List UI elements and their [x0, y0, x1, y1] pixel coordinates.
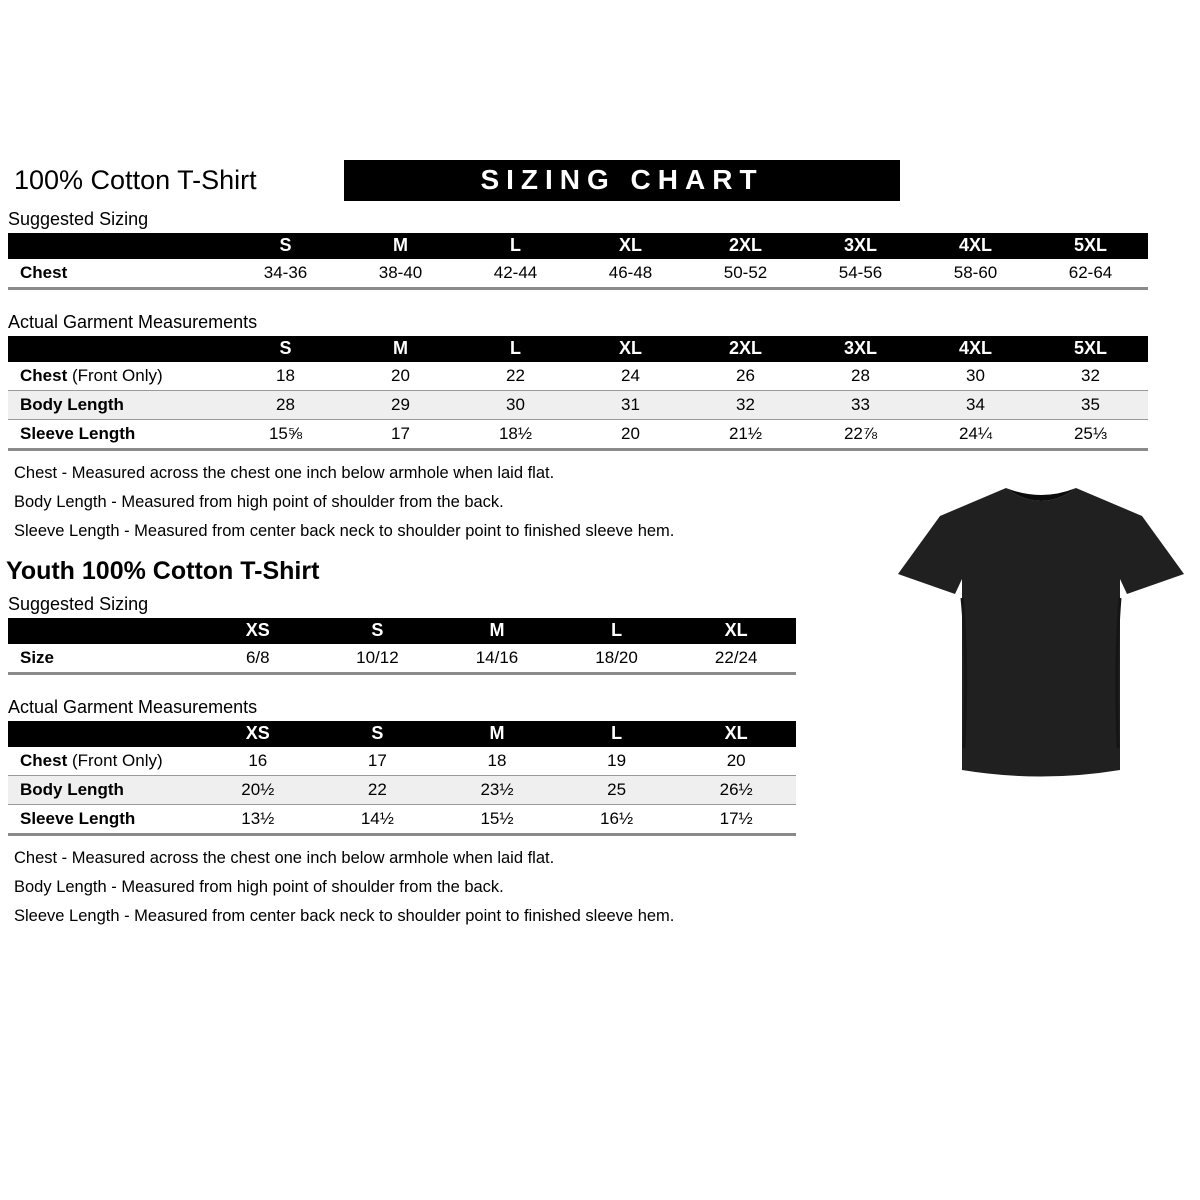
table-row — [8, 805, 796, 835]
row-label-text: Body Length — [20, 780, 124, 799]
measurement-cell: 26 — [688, 362, 803, 391]
measurement-cell: 18 — [228, 362, 343, 391]
measurement-cell: 20 — [676, 747, 796, 776]
column-header: 2XL — [688, 336, 803, 362]
measurement-cell: 14/16 — [437, 644, 557, 674]
sizing-chart-banner: SIZING CHART — [344, 160, 900, 201]
adult-title: 100% Cotton T-Shirt — [14, 165, 257, 195]
column-header: XS — [198, 618, 318, 644]
row-label — [8, 362, 228, 391]
table-row — [8, 420, 1148, 450]
column-header: S — [318, 721, 438, 747]
column-header-empty — [8, 618, 198, 644]
table-row — [8, 747, 796, 776]
measurement-cell: 16½ — [557, 805, 677, 835]
row-label — [8, 391, 228, 420]
column-header: XS — [198, 721, 318, 747]
measurement-cell: 23½ — [437, 776, 557, 805]
column-header: 2XL — [688, 233, 803, 259]
measurement-cell: 18½ — [458, 420, 573, 450]
measurement-cell: 22 — [318, 776, 438, 805]
column-header: M — [343, 336, 458, 362]
measurement-cell: 46-48 — [573, 259, 688, 289]
row-label — [8, 420, 228, 450]
header-row — [0, 0, 1200, 201]
measurement-cell: 54-56 — [803, 259, 918, 289]
column-header: XL — [573, 336, 688, 362]
column-header: XL — [573, 233, 688, 259]
header-row — [8, 336, 1148, 362]
measurement-cell: 15½ — [437, 805, 557, 835]
column-header-empty — [8, 336, 228, 362]
measurement-cell: 18/20 — [557, 644, 677, 674]
row-label-text: Size — [20, 648, 55, 667]
adult-actual-table — [8, 336, 1148, 451]
row-label — [8, 644, 198, 674]
note-line: Sleeve Length - Measured from center back neck to shoulder point to finished sleeve hem. — [14, 907, 675, 925]
row-label-text: Chest — [20, 751, 68, 770]
column-header: 4XL — [918, 336, 1033, 362]
header-row — [8, 721, 796, 747]
measurement-cell: 16 — [198, 747, 318, 776]
measurement-cell: 17½ — [676, 805, 796, 835]
measurement-cell: 38-40 — [343, 259, 458, 289]
measurement-cell: 20 — [343, 362, 458, 391]
measurement-cell: 58-60 — [918, 259, 1033, 289]
note-line: Chest - Measured across the chest one inch below armhole when laid flat. — [14, 464, 555, 482]
measurement-cell: 42-44 — [458, 259, 573, 289]
column-header: 5XL — [1033, 336, 1148, 362]
column-header: 3XL — [803, 233, 918, 259]
note-line: Sleeve Length - Measured from center back neck to shoulder point to finished sleeve hem. — [14, 522, 675, 540]
youth-suggested-label: Suggested Sizing — [8, 594, 149, 614]
measurement-cell: 17 — [343, 420, 458, 450]
header-row — [8, 618, 796, 644]
row-label — [8, 805, 198, 835]
tshirt-body-shape — [898, 488, 1184, 777]
youth-suggested-table — [8, 618, 796, 675]
youth-measurement-notes — [14, 848, 1200, 926]
column-header: S — [228, 336, 343, 362]
measurement-cell: 15⅝ — [228, 420, 343, 450]
measurement-cell: 25 — [557, 776, 677, 805]
column-header: XL — [676, 721, 796, 747]
row-label-suffix: (Front Only) — [67, 366, 163, 385]
measurement-cell: 20½ — [198, 776, 318, 805]
column-header-empty — [8, 721, 198, 747]
column-header: M — [437, 618, 557, 644]
measurement-cell: 19 — [557, 747, 677, 776]
row-label — [8, 259, 228, 289]
measurement-cell: 21½ — [688, 420, 803, 450]
youth-actual-table — [8, 721, 796, 836]
measurement-cell: 34 — [918, 391, 1033, 420]
column-header: 3XL — [803, 336, 918, 362]
measurement-cell: 50-52 — [688, 259, 803, 289]
column-header: L — [557, 721, 677, 747]
column-header-empty — [8, 233, 228, 259]
measurement-cell: 25⅓ — [1033, 420, 1148, 450]
column-header: L — [458, 336, 573, 362]
note-line: Body Length - Measured from high point of shoulder from the back. — [14, 493, 504, 511]
measurement-cell: 24 — [573, 362, 688, 391]
measurement-cell: 34-36 — [228, 259, 343, 289]
note-line: Chest - Measured across the chest one inch below armhole when laid flat. — [14, 849, 555, 867]
youth-title: Youth 100% Cotton T-Shirt — [6, 557, 320, 585]
adult-suggested-label: Suggested Sizing — [8, 209, 149, 229]
measurement-cell: 6/8 — [198, 644, 318, 674]
row-label — [8, 776, 198, 805]
row-label — [8, 747, 198, 776]
measurement-cell: 13½ — [198, 805, 318, 835]
column-header: 5XL — [1033, 233, 1148, 259]
column-header: L — [458, 233, 573, 259]
measurement-cell: 30 — [458, 391, 573, 420]
measurement-cell: 24¼ — [918, 420, 1033, 450]
row-label-suffix: (Front Only) — [67, 751, 163, 770]
measurement-cell: 22/24 — [676, 644, 796, 674]
column-header: S — [318, 618, 438, 644]
measurement-cell: 32 — [688, 391, 803, 420]
measurement-cell: 17 — [318, 747, 438, 776]
column-header: XL — [676, 618, 796, 644]
adult-actual-label: Actual Garment Measurements — [8, 312, 258, 332]
measurement-cell: 28 — [803, 362, 918, 391]
measurement-cell: 31 — [573, 391, 688, 420]
measurement-cell: 62-64 — [1033, 259, 1148, 289]
note-line: Body Length - Measured from high point of shoulder from the back. — [14, 878, 504, 896]
measurement-cell: 18 — [437, 747, 557, 776]
column-header: L — [557, 618, 677, 644]
row-label-text: Chest — [20, 366, 68, 385]
column-header: 4XL — [918, 233, 1033, 259]
adult-suggested-table — [8, 233, 1148, 290]
measurement-cell: 33 — [803, 391, 918, 420]
measurement-cell: 35 — [1033, 391, 1148, 420]
column-header: M — [437, 721, 557, 747]
table-row — [8, 644, 796, 674]
row-label-text: Chest — [20, 263, 68, 282]
measurement-cell: 22 — [458, 362, 573, 391]
table-row — [8, 362, 1148, 391]
measurement-cell: 26½ — [676, 776, 796, 805]
measurement-cell: 29 — [343, 391, 458, 420]
measurement-cell: 20 — [573, 420, 688, 450]
table-row — [8, 259, 1148, 289]
measurement-cell: 32 — [1033, 362, 1148, 391]
tshirt-image — [898, 478, 1185, 815]
youth-actual-label: Actual Garment Measurements — [8, 697, 258, 717]
table-row — [8, 391, 1148, 420]
column-header: M — [343, 233, 458, 259]
measurement-cell: 10/12 — [318, 644, 438, 674]
row-label-text: Body Length — [20, 395, 124, 414]
measurement-cell: 22⅞ — [803, 420, 918, 450]
row-label-text: Sleeve Length — [20, 809, 136, 828]
column-header: S — [228, 233, 343, 259]
measurement-cell: 30 — [918, 362, 1033, 391]
row-label-text: Sleeve Length — [20, 424, 136, 443]
header-row — [8, 233, 1148, 259]
table-row — [8, 776, 796, 805]
measurement-cell: 28 — [228, 391, 343, 420]
measurement-cell: 14½ — [318, 805, 438, 835]
